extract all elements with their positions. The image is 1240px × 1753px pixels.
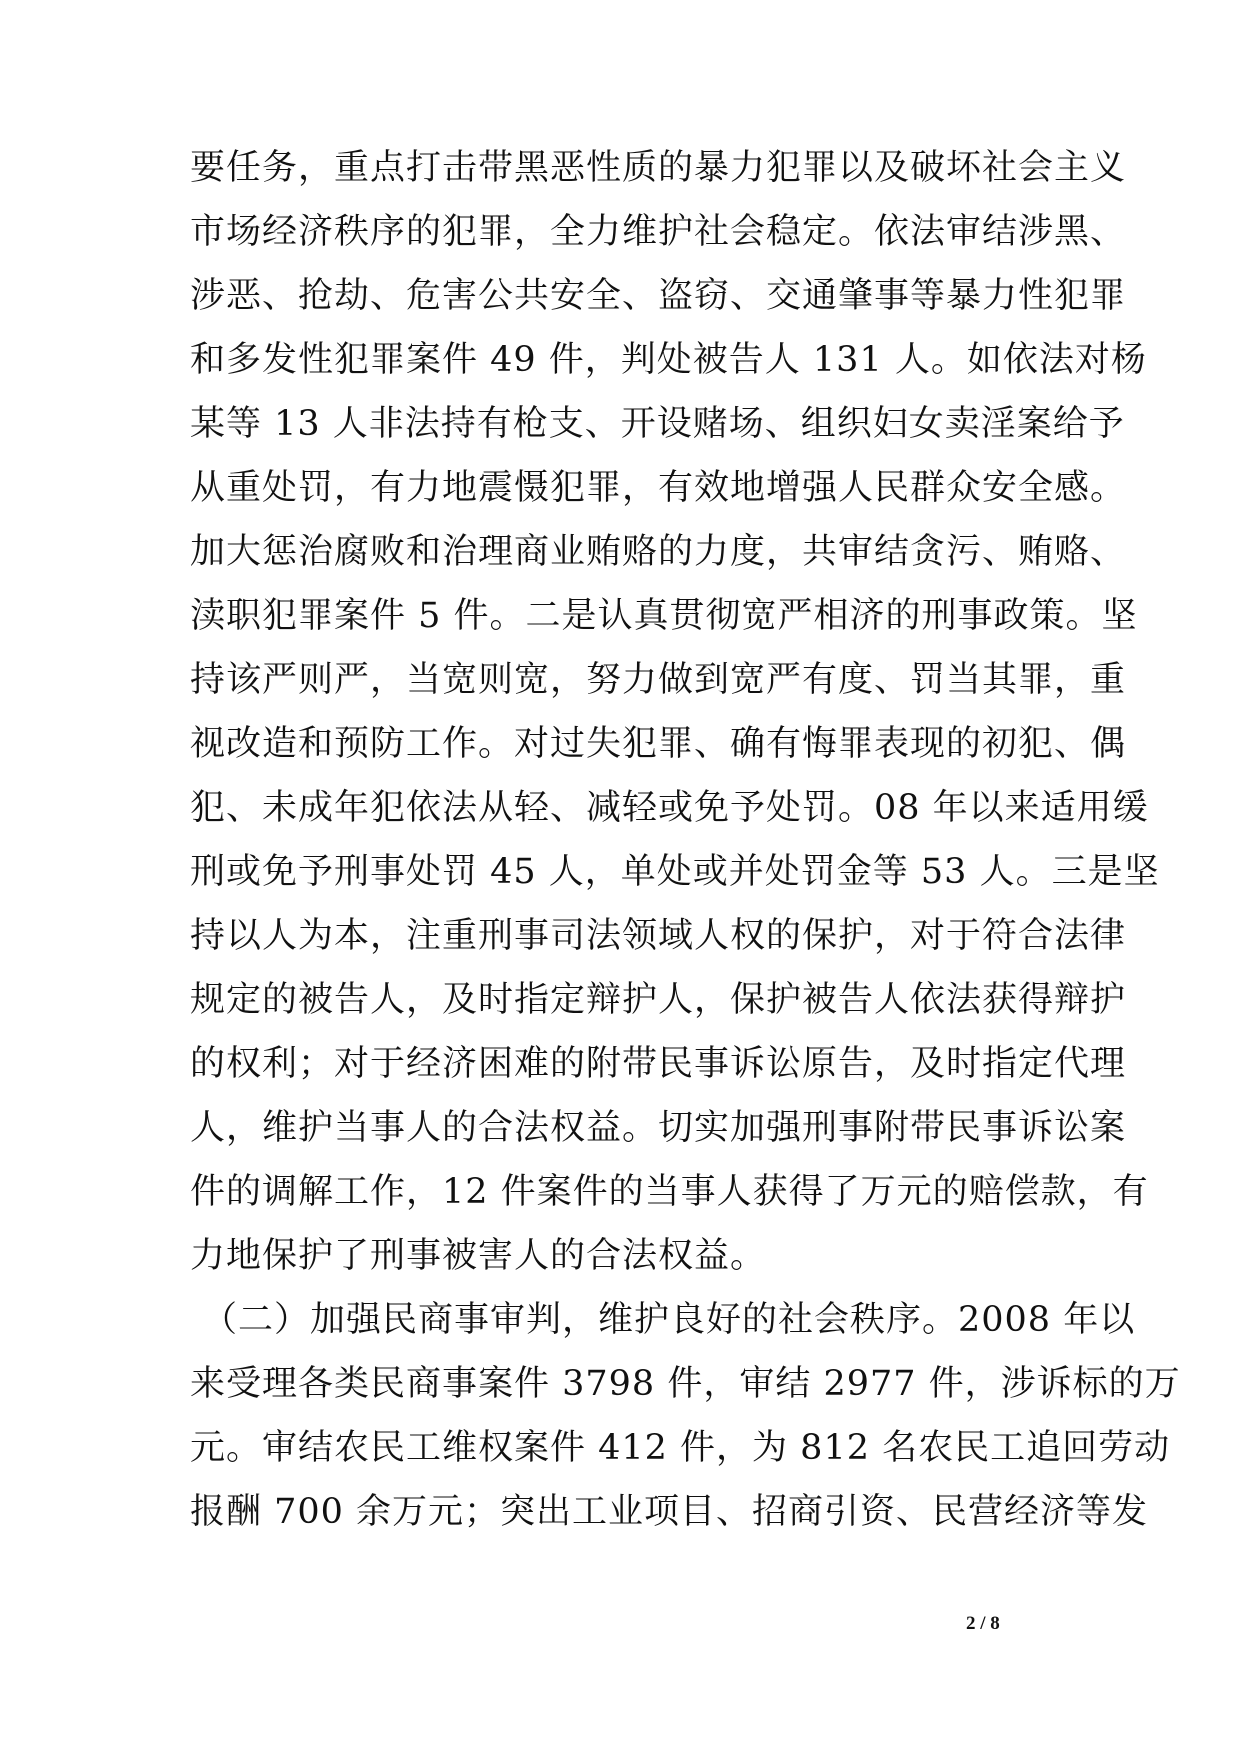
text-line: 持该严则严，当宽则宽，努力做到宽严有度、罚当其罪，重: [190, 660, 1127, 700]
text-line: 刑或免予刑事处罚 45 人，单处或并处罚金等 53 人。三是坚: [190, 852, 1160, 892]
text-line: 和多发性犯罪案件 49 件，判处被告人 131 人。如依法对杨: [190, 340, 1147, 380]
text-line: 的权利；对于经济困难的附带民事诉讼原告，及时指定代理: [190, 1044, 1127, 1084]
text-line: 规定的被告人，及时指定辩护人，保护被告人依法获得辩护: [190, 980, 1127, 1020]
text-line: 犯、未成年犯依法从轻、减轻或免予处罚。08 年以来适用缓: [190, 788, 1149, 828]
text-line: 人，维护当事人的合法权益。切实加强刑事附带民事诉讼案: [190, 1108, 1127, 1148]
text-line: 从重处罚，有力地震慑犯罪，有效地增强人民群众安全感。: [190, 468, 1127, 508]
text-line: 渎职犯罪案件 5 件。二是认真贯彻宽严相济的刑事政策。坚: [190, 596, 1138, 636]
text-line: 某等 13 人非法持有枪支、开设赌场、组织妇女卖淫案给予: [190, 404, 1125, 444]
paragraph-end-line: 力地保护了刑事被害人的合法权益。: [190, 1236, 767, 1276]
text-line: 市场经济秩序的犯罪，全力维护社会稳定。依法审结涉黑、: [190, 212, 1127, 252]
text-line: 要任务，重点打击带黑恶性质的暴力犯罪以及破坏社会主义: [190, 148, 1127, 188]
paragraph-start-line: （二）加强民商事审判，维护良好的社会秩序。2008 年以: [202, 1300, 1136, 1340]
text-line: 涉恶、抢劫、危害公共安全、盗窃、交通肇事等暴力性犯罪: [190, 276, 1127, 316]
body-text: [190, 136, 1181, 1544]
text-line: 报酬 700 余万元；突出工业项目、招商引资、民营经济等发: [190, 1492, 1149, 1532]
text-line: 来受理各类民商事案件 3798 件，审结 2977 件，涉诉标的万: [190, 1364, 1181, 1404]
text-line: 元。审结农民工维权案件 412 件，为 812 名农民工追回劳动: [190, 1428, 1171, 1468]
page-number: 2 / 8: [966, 1613, 1000, 1634]
text-line: 件的调解工作，12 件案件的当事人获得了万元的赔偿款，有: [190, 1172, 1149, 1212]
text-line: 加大惩治腐败和治理商业贿赂的力度，共审结贪污、贿赂、: [190, 532, 1127, 572]
text-line: 持以人为本，注重刑事司法领域人权的保护，对于符合法律: [190, 916, 1127, 956]
text-line: 视改造和预防工作。对过失犯罪、确有悔罪表现的初犯、偶: [190, 724, 1127, 764]
